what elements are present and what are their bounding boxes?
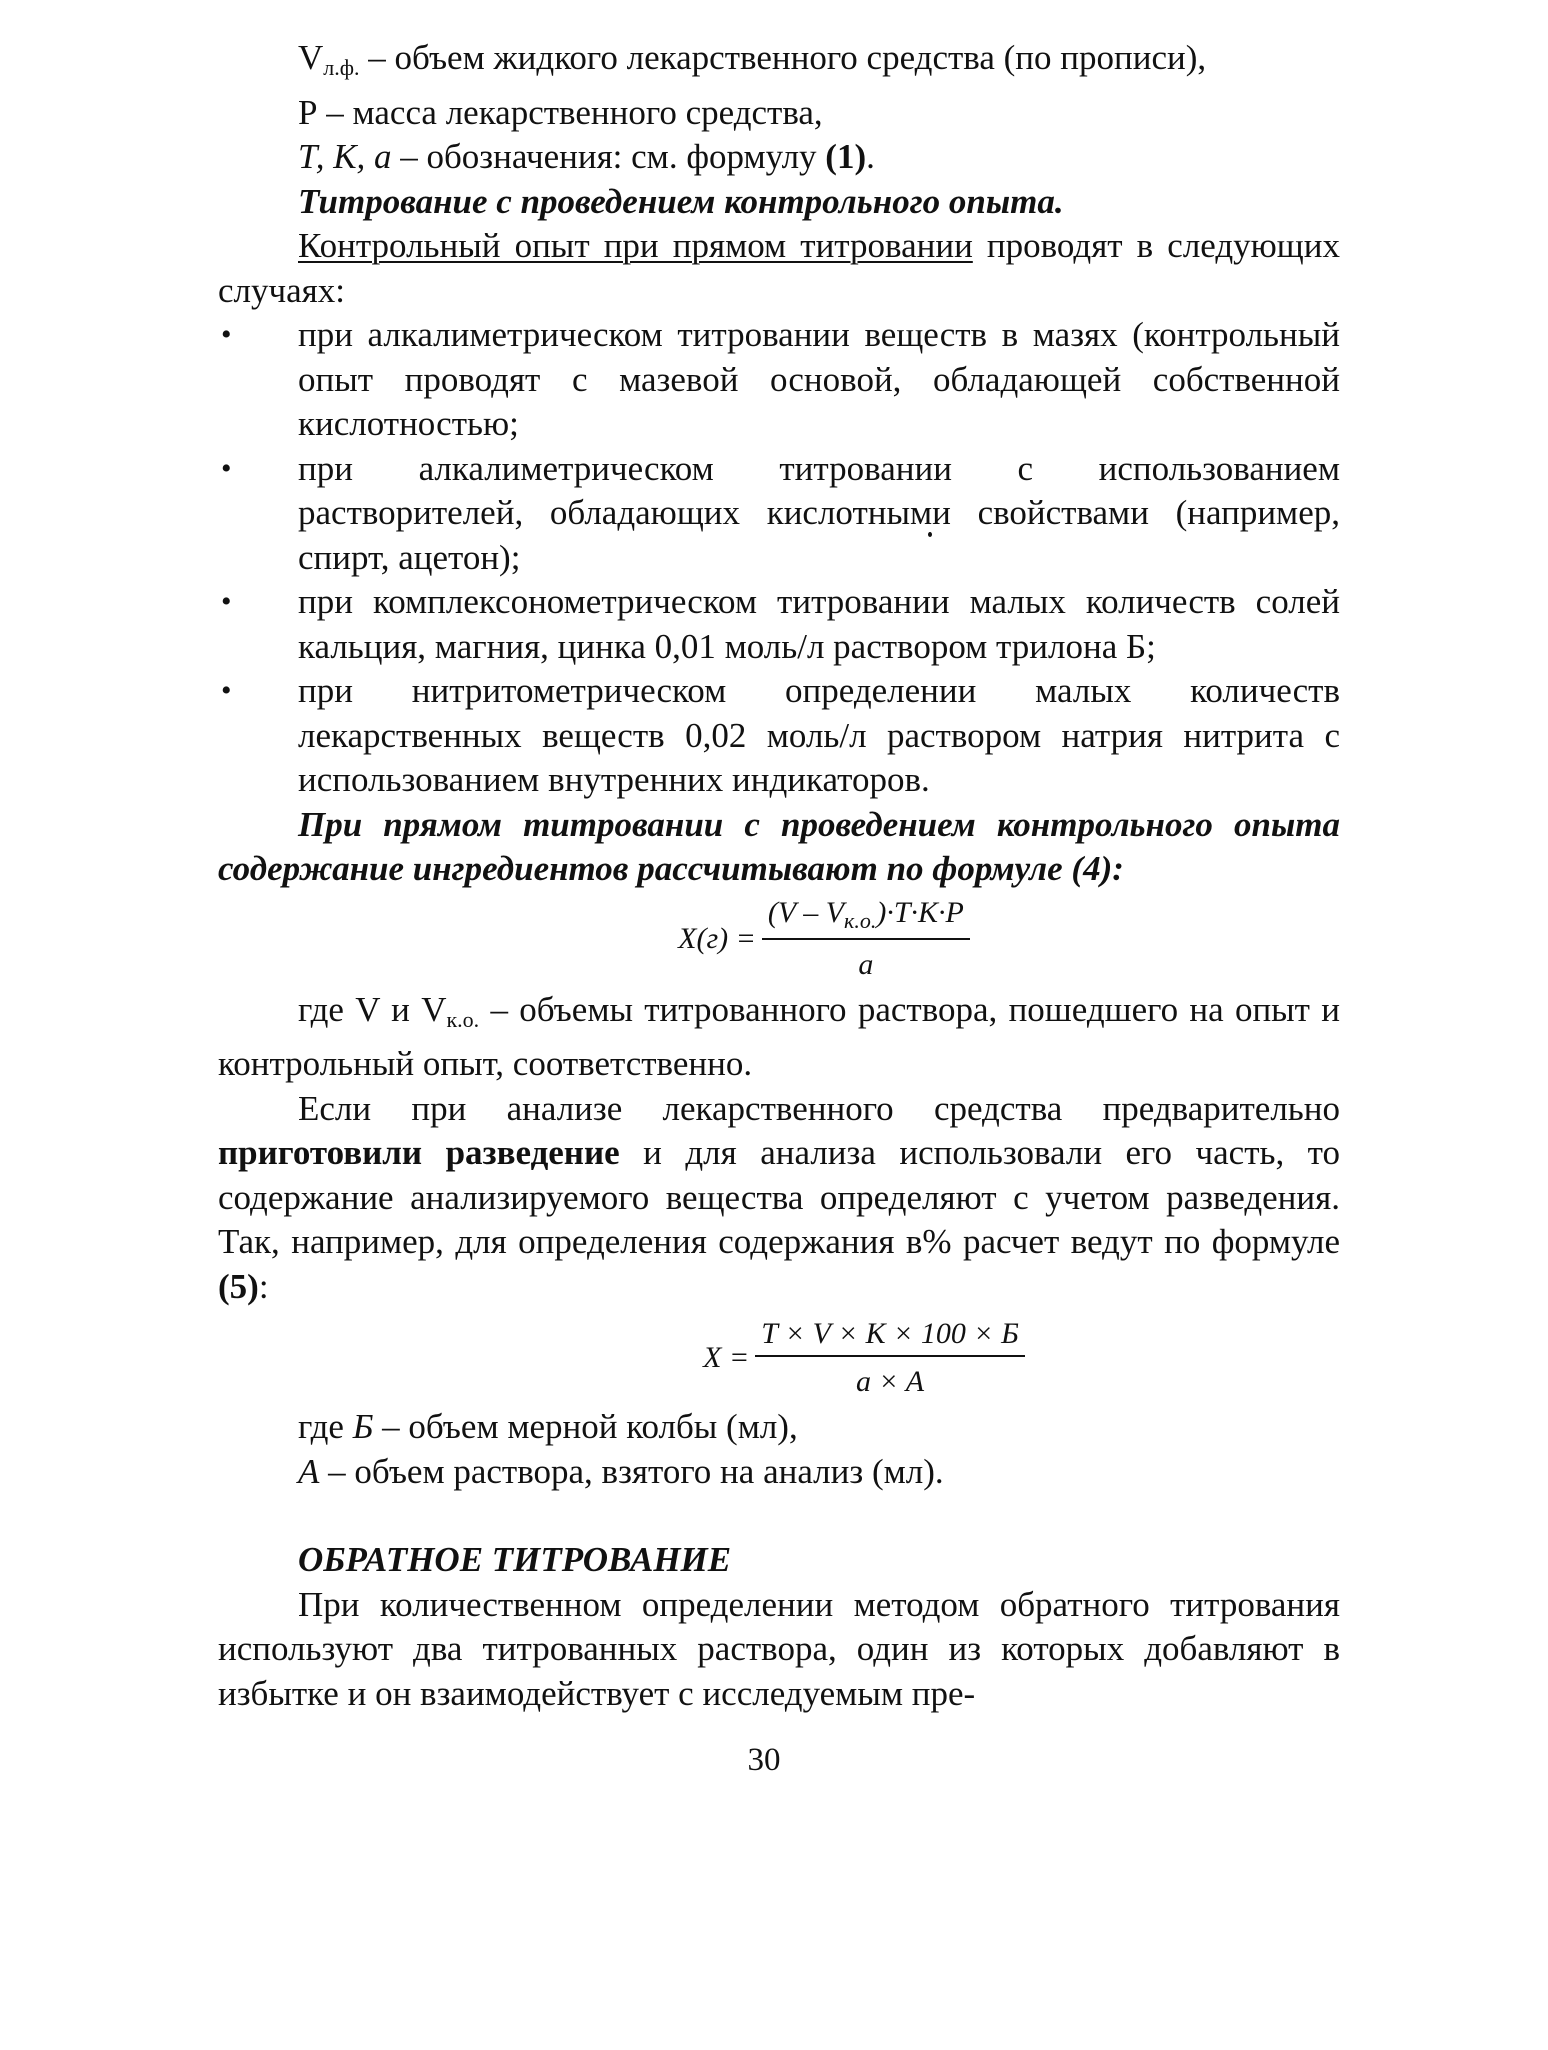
formula5-numerator: T × V × K × 100 × Б	[755, 1319, 1025, 1357]
numerator-part: (V – V	[767, 895, 845, 929]
control-heading: Титрование с проведением контрольного опыта.	[298, 181, 1064, 221]
subscript-lf: л.ф.	[323, 55, 360, 80]
formula5-lhs: X =	[703, 1341, 750, 1374]
definition-text: – объем жидкого лекарственного средства (по прописи),	[359, 38, 1207, 77]
list-item	[218, 447, 1340, 581]
formula4-fraction	[762, 895, 970, 981]
bullet-icon: •	[221, 674, 232, 707]
control-intro-underlined: Контрольный опыт при прямом титровании	[298, 226, 973, 265]
page-content	[218, 36, 1340, 1783]
numerator-part: )·T·K·P	[876, 895, 964, 929]
symbols-tka: Т, К, а	[298, 137, 392, 176]
section-title: ОБРАТНОЕ ТИТРОВАНИЕ	[298, 1540, 732, 1579]
where-text: – объем мерной колбы (мл),	[373, 1407, 798, 1446]
formula4-denominator: a	[858, 947, 874, 981]
symbol-a: А	[298, 1451, 320, 1491]
where-prefix: где	[298, 1407, 353, 1446]
dilution-paragraph	[218, 1087, 1340, 1310]
bullet-icon: •	[221, 451, 232, 485]
formula-ref: (5)	[218, 1266, 259, 1306]
list-item	[218, 313, 1340, 447]
where-text: – объемы титрованного раствора, пошедшего на опыт и контрольный опыт, соответственно.	[218, 989, 1340, 1083]
list-item-text: при алкалиметрическом титровании с использованием растворителей, обладающих кислотными свойствами (например, спирт, ацетон);	[298, 448, 1340, 577]
page-number: 30	[747, 1742, 781, 1778]
definition-tka	[218, 135, 1340, 180]
where-text: где V и V	[298, 989, 447, 1029]
formula4-intro-text: При прямом титровании с проведением контрольного опыта содержание ингредиентов рассчитывают по формуле	[218, 804, 1340, 888]
list-item	[218, 669, 1340, 803]
bullet-list	[218, 313, 1340, 803]
formula4-where	[218, 988, 1340, 1087]
bullet-icon: •	[221, 585, 232, 618]
back-titration-paragraph: При количественном определении методом обратного титрования используют два титрованных раствора, один из которых добавляют в избытке и он взаимодействует с исследуемым пре-	[218, 1584, 1340, 1713]
bold-term: приготовили разведение	[218, 1133, 620, 1172]
numerator-subscript: к.о.	[844, 907, 877, 933]
symbol-b: Б	[352, 1407, 374, 1446]
formula4-numerator	[762, 895, 970, 940]
formula5-denominator: a × A	[856, 1365, 925, 1398]
formula5-where-b	[218, 1405, 1340, 1450]
formula5-fraction	[755, 1319, 1025, 1397]
control-intro	[218, 224, 1340, 313]
definition-p: Р – масса лекарственного средства,	[298, 92, 823, 132]
list-item-text: при комплексонометрическом титровании малых количеств солей кальция, магния, цинка 0,01 моль/л раствором трилона Б;	[298, 582, 1340, 666]
formula-4	[218, 895, 1340, 981]
list-item-text: при нитритометрическом определении малых количеств лекарственных веществ 0,02 моль/л раствором натрия нитрита с использованием внутренних индикаторов.	[298, 671, 1340, 799]
bullet-icon: •	[221, 318, 232, 351]
paragraph-text: Если при анализе лекарственного средства предварительно	[298, 1088, 1340, 1128]
list-item-text: при алкалиметрическом титровании веществ в мазях (контрольный опыт проводят с мазевой основой, обладающей собственной кислотностью;	[298, 315, 1340, 443]
formula-5	[218, 1319, 1340, 1397]
punctuation: :	[258, 1266, 269, 1306]
formula5-where-a	[218, 1450, 1340, 1495]
paragraph-text: и для анализа использовали его часть, то содержание анализируемого вещества определяют с учетом разведения. Так, например, для определения содержания в% расчет ведут по формуле	[218, 1133, 1341, 1261]
subscript-ko: к.о.	[446, 1006, 480, 1032]
punctuation: :	[1112, 849, 1124, 888]
formula4-lhs: X(г) =	[678, 921, 756, 955]
formula-ref: (1)	[825, 137, 867, 176]
where-text: – объем раствора, взятого на анализ (мл).	[319, 1451, 944, 1491]
definition-v-lf	[218, 36, 1340, 91]
formula-ref: (4)	[1071, 849, 1113, 888]
punctuation: .	[866, 137, 875, 176]
control-intro-rest: проводят в следующих случаях:	[218, 226, 1340, 310]
definition-text: – обозначения: см. формулу	[391, 137, 826, 176]
symbol-v: V	[298, 38, 324, 77]
formula4-intro	[218, 803, 1340, 892]
scan-speck	[928, 532, 932, 537]
list-item	[218, 580, 1340, 669]
